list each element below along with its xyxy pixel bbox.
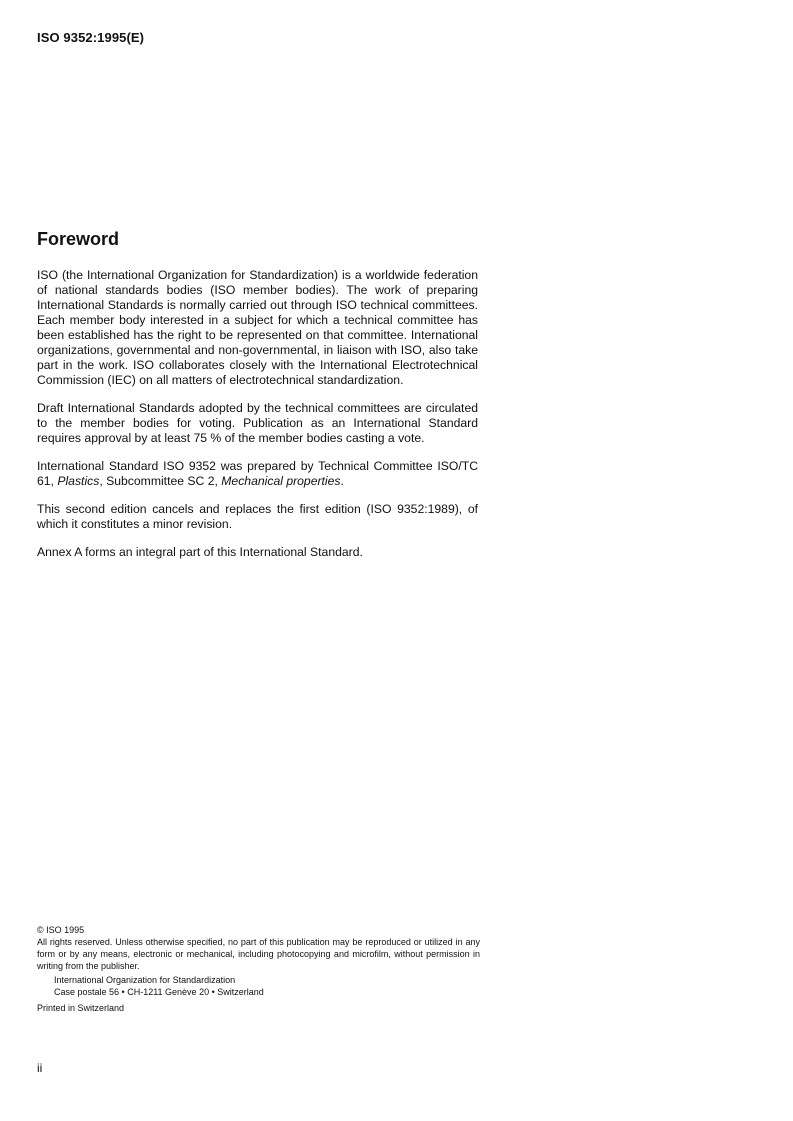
publisher-address [54,974,480,998]
prepared-by-text-2: , Subcommittee SC 2, [99,474,222,488]
document-code: ISO 9352:1995(E) [37,30,145,45]
prepared-by-text-1: International Standard ISO 9352 was prepared by Technical Committee ISO/TC 61, [37,459,478,488]
prepared-by-text-3: . [340,474,344,488]
page-title: Foreword [37,229,120,249]
subcommittee-name: Mechanical properties [221,474,341,488]
page-number: ii [37,1061,43,1075]
copyright-block [37,924,480,1014]
paragraph-iso-intro: ISO (the International Organization for Standardization) is a worldwide federation of national standards bodies (ISO member bodies). The work of preparing International Standards is normally carried out through ISO technical committees. Each member body interested in a subject for which a technical committee has been established has the right to be represented on that committee. International organizations, governmental and non-governmental, in liaison with ISO, also take part in the work. ISO collaborates closely with the International Electrotechnical Commission (IEC) on all matters of electrotechnical standardization. [37,268,478,387]
printed-in: Printed in Switzerland [37,1003,125,1013]
foreword-body [37,268,478,560]
paragraph-annex: Annex A forms an integral part of this International Standard. [37,545,363,559]
rights-notice: All rights reserved. Unless otherwise specified, no part of this publication may be reproduced or utilized in any form or by any means, electronic or mechanical, including photocopying and microfilm, without permission in writing from the publisher. [37,937,480,971]
publisher-org: International Organization for Standardization [54,975,236,985]
copyright-line: © ISO 1995 [37,925,85,935]
paragraph-draft-standards: Draft International Standards adopted by the technical committees are circulated to the member bodies for voting. Publication as an International Standard requires approval by at least 75 % of the member bodies casting a vote. [37,401,478,445]
paragraph-edition: This second edition cancels and replaces the first edition (ISO 9352:1989), of which it constitutes a minor revision. [37,502,478,531]
paragraph-prepared-by [37,459,478,489]
publisher-postal: Case postale 56 • CH-1211 Genève 20 • Switzerland [54,987,264,997]
committee-name: Plastics [57,474,100,488]
